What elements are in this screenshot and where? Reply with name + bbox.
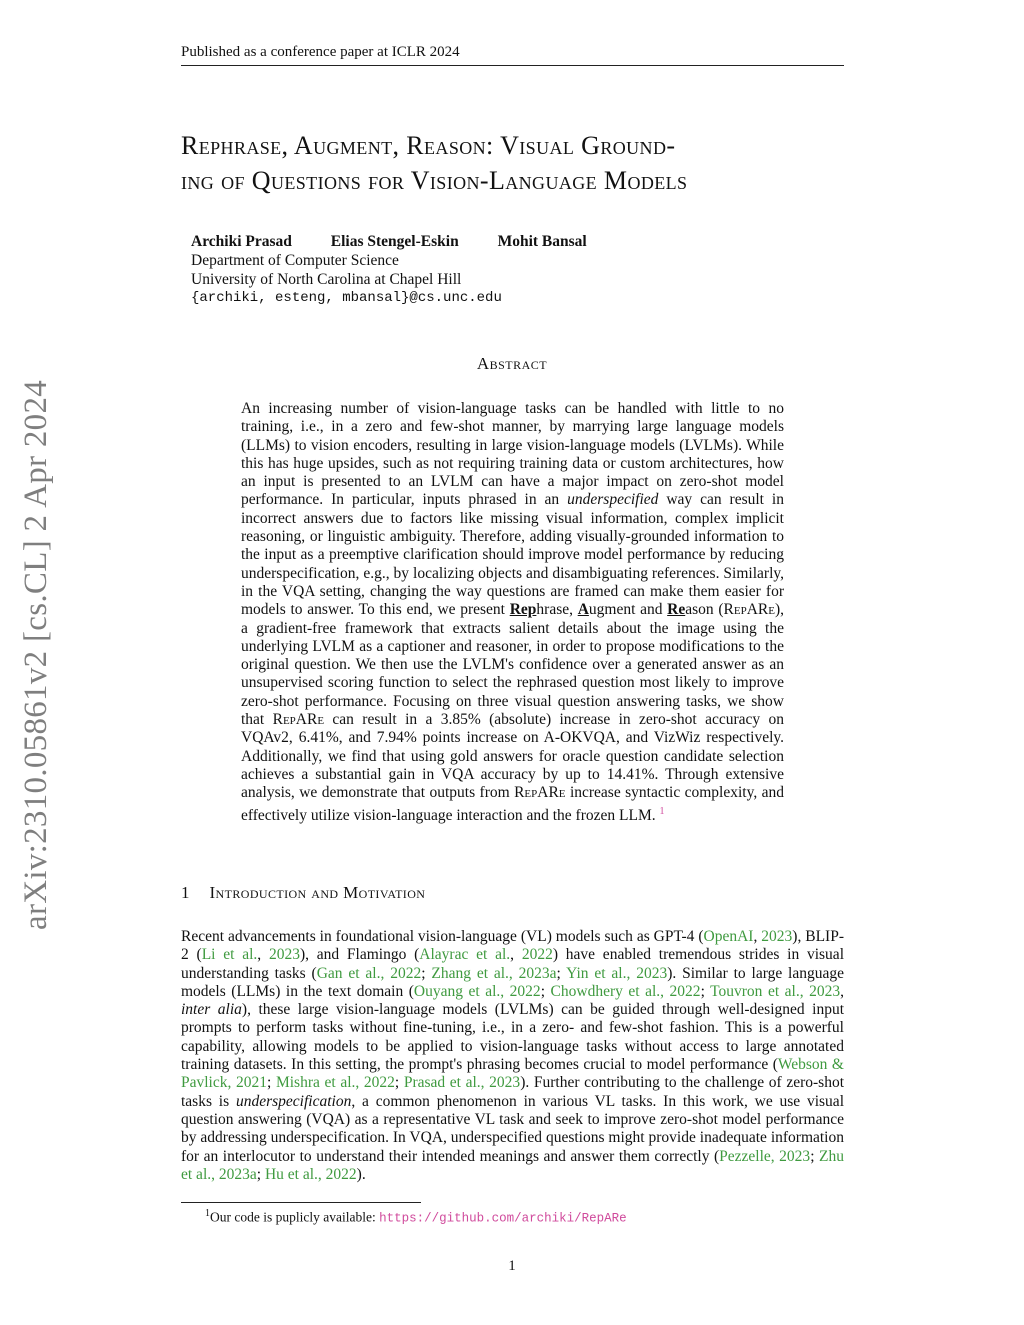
citation-link[interactable]: Hu et al., 2022	[264, 1165, 357, 1183]
paper-title	[181, 128, 851, 198]
citation-link[interactable]: Webson & Pavlick, 2021	[181, 1056, 844, 1092]
intro-paragraph: Recent advancements in foundational vision-language (VL) models such as GPT-4 (OpenAI, 2023), BLIP-2 (Li et al., 2023), and Flamingo (Alayrac et al., 2022) have enabled tremendous strides in visual understanding tasks (Gan et al., 2022; Zhang et al., 2023a; Yin et al., 2023). Similar to large language models (LLMs) in the text domain (Ouyang et al., 2022; Chowdhery et al., 2022; Touvron et al., 2023, inter alia), these large vision-language models (LVLMs) can be guided through well-designed input prompts to perform tasks without fine-tuning, i.e., in a zero- and few-shot fashion. This is a powerful capability, allowing models to be applied to vision-language tasks without access to large annotated training datasets. In this setting, the prompt's phrasing becomes crucial to model performance (Webson & Pavlick, 2021; Mishra et al., 2022; Prasad et al., 2023). Further contributing to the challenge of zero-shot tasks is underspecification, a common phenomenon in various VL tasks. In this work, we use visual question answering (VQA) as a representative VL task and seek to improve zero-shot model performance by addressing underspecification. In VQA, underspecified questions might provide inadequate information for an interlocutor to understand their intended meanings and answer them correctly (Pezzelle, 2023; Zhu et al., 2023a; Hu et al., 2022).	[181, 928, 845, 1183]
author-block	[191, 232, 791, 308]
section-title: Introduction and Motivation	[209, 883, 426, 902]
author-university: University of North Carolina at Chapel Hill	[191, 271, 462, 288]
citation-link[interactable]: Prasad et al., 2023	[403, 1074, 521, 1092]
footnote-link[interactable]: 1	[659, 805, 665, 817]
citation-link[interactable]: 2022	[521, 946, 553, 964]
footnote-mark: 1	[205, 1208, 210, 1219]
citation-link[interactable]: Zhang et al., 2023a	[431, 964, 557, 982]
author-name: Elias Stengel-Eskin	[330, 233, 459, 250]
author-department: Department of Computer Science	[191, 252, 399, 269]
citation-link[interactable]: Gan et al., 2022	[316, 964, 422, 982]
citation-link[interactable]: Alayrac et al.	[419, 946, 511, 964]
citation-link[interactable]: Li et al.	[201, 946, 258, 964]
author-name: Archiki Prasad	[191, 233, 292, 250]
page-number: 1	[508, 1258, 516, 1274]
author-email[interactable]: {archiki, esteng, mbansal}@cs.unc.edu	[191, 290, 502, 306]
abstract-heading: Abstract	[476, 354, 548, 373]
citation-link[interactable]: Zhu et al., 2023a	[181, 1147, 844, 1183]
citation-link[interactable]: Touvron et al., 2023	[710, 982, 841, 1000]
citation-link[interactable]: Mishra et al., 2022	[275, 1074, 395, 1092]
title-line-1: Rephrase, Augment, Reason: Visual Ground-	[181, 131, 676, 160]
title-line-2: ing of Questions for Vision-Language Models	[181, 166, 688, 195]
footnote-text: Our code is puplicly available:	[210, 1209, 380, 1225]
citation-link[interactable]: OpenAI	[703, 928, 754, 945]
running-header: Published as a conference paper at ICLR 2024	[181, 44, 844, 66]
citation-link[interactable]: Pezzelle, 2023	[719, 1147, 811, 1165]
author-name: Mohit Bansal	[497, 233, 587, 250]
citation-link[interactable]: Ouyang et al., 2022	[413, 982, 541, 1000]
footnote-rule	[181, 1202, 421, 1203]
footnote	[205, 1208, 627, 1226]
author-names	[191, 232, 791, 251]
abstract-body: An increasing number of vision-language tasks can be handled with little to no training, i.e., in a zero and few-shot manner, by marrying large language models (LLMs) to vision encoders, resulting in large vision-language models (LVLMs). While this has huge upsides, such as not requiring training data or custom architectures, how an input is presented to an LVLM can have a major impact on zero-shot model performance. In particular, inputs phrased in an underspecified way can result in incorrect answers due to factors like missing visual information, complex implicit reasoning, or linguistic ambiguity. Therefore, adding visually-grounded information to the input as a preemptive clarification should improve model performance by reducing underspecification, e.g., by localizing objects and disambiguating references. Similarly, in the VQA setting, changing the way questions are framed can make them easier for models to answer. To this end, we present Rephrase, Augment and Reason (RepARe), a gradient-free framework that extracts salient details about the image using the underlying LVLM as a captioner and reasoner, in order to propose modifications to the original question. We then use the LVLM's confidence over a generated answer as an unsupervised scoring function to select the rephrased question most likely to improve zero-shot performance. Focusing on three visual question answering tasks, we show that RepARe can result in a 3.85% (absolute) increase in zero-shot accuracy on VQAv2, 6.41%, and 7.94% points increase on A-OKVQA, and VizWiz respectively. Additionally, we find that using gold answers for oracle question candidate selection achieves a substantial gain in VQA accuracy by up to 14.41%. Through extensive analysis, we demonstrate that outputs from RepARe increase syntactic complexity, and effectively utilize vision-language interaction and the frozen LLM. $^1$	[241, 400, 785, 824]
section-heading	[181, 883, 425, 903]
citation-link[interactable]: Chowdhery et al., 2022	[550, 982, 701, 1000]
arxiv-stamp: arXiv:2310.05861v2 [cs.CL] 2 Apr 2024	[18, 379, 54, 930]
citation-link[interactable]: 2023	[761, 928, 793, 945]
citation-link[interactable]: Yin et al., 2023	[566, 964, 668, 982]
section-number: 1	[181, 883, 190, 902]
citation-link[interactable]: 2023	[268, 946, 300, 964]
code-url-link[interactable]: https://github.com/archiki/RepARe	[379, 1211, 627, 1226]
